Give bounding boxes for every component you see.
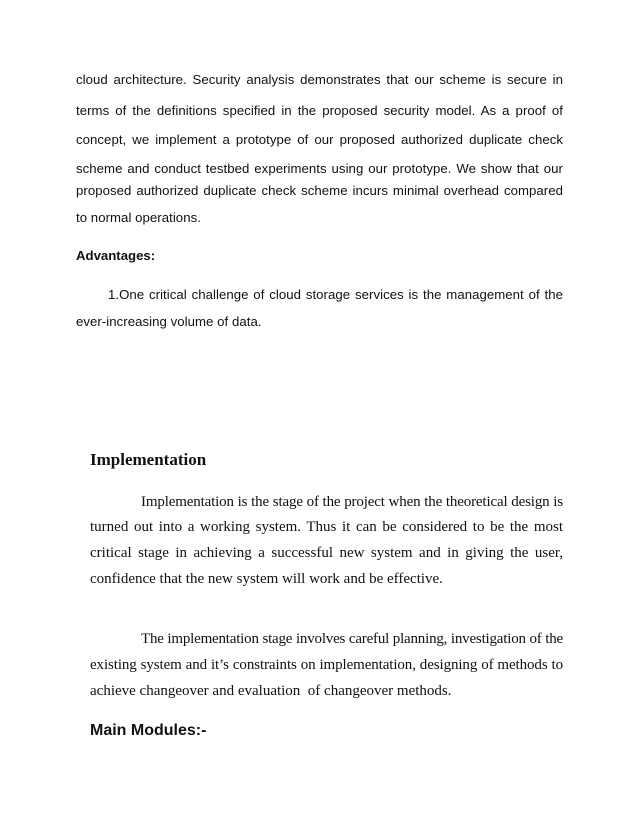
intro-line-6: to normal operations. xyxy=(76,210,201,225)
implementation-para1-line-1: Implementation is the stage of the project when the theoretical design is xyxy=(141,494,563,510)
implementation-para1-line-2: turned out into a working system. Thus it can be considered to be the most xyxy=(90,519,563,535)
advantages-line-1: 1.One critical challenge of cloud storage services is the management of the xyxy=(108,287,563,302)
implementation-para2-line-2: existing system and it’s constraints on implementation, designing of methods to xyxy=(90,657,563,673)
implementation-para1-line-3: critical stage in achieving a successful new system and in giving the user, xyxy=(90,545,563,561)
intro-line-5: proposed authorized duplicate check scheme incurs minimal overhead compared xyxy=(76,183,563,198)
advantages-line-2: ever-increasing volume of data. xyxy=(76,314,262,329)
implementation-para1-line-4: confidence that the new system will work and be effective. xyxy=(90,571,443,587)
implementation-para2-line-1: The implementation stage involves careful planning, investigation of the xyxy=(141,631,563,647)
main-modules-heading: Main Modules:- xyxy=(90,722,207,739)
intro-line-1: cloud architecture. Security analysis demonstrates that our scheme is secure in xyxy=(76,72,563,87)
intro-line-2: terms of the definitions specified in the proposed security model. As a proof of xyxy=(76,103,563,118)
advantages-heading: Advantages: xyxy=(76,248,156,263)
intro-line-4: scheme and conduct testbed experiments using our prototype. We show that our xyxy=(76,161,563,176)
implementation-heading: Implementation xyxy=(90,450,207,469)
intro-line-3: concept, we implement a prototype of our proposed authorized duplicate check xyxy=(76,132,563,147)
implementation-para2-line-3: achieve changeover and evaluation of changeover methods. xyxy=(90,683,452,699)
